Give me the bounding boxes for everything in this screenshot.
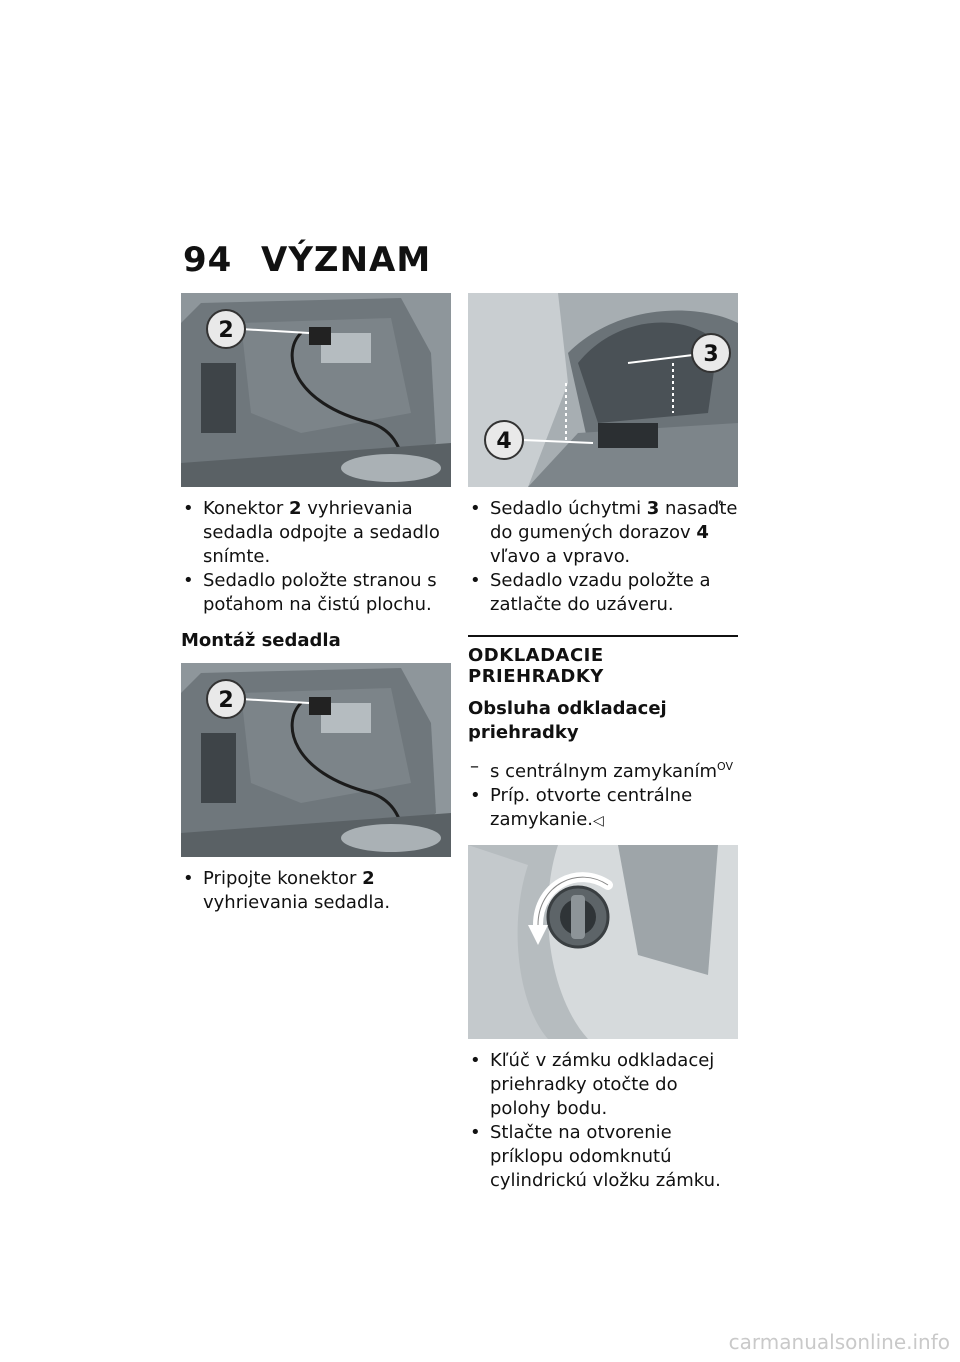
list-item: • Sedadlo vzadu položte a zatlačte do uzáveru.: [468, 569, 738, 617]
storage-lock-photo: [468, 845, 738, 1039]
page-title: VÝZNAM: [261, 240, 432, 280]
section-title: ODKLADACIE PRIEHRADKY: [468, 645, 604, 687]
watermark: carmanualsonline.info: [728, 1330, 950, 1354]
callout-2: 2: [218, 318, 234, 343]
list-item: • Kľúč v zámku odkladacej priehradky otočte do polohy bodu.: [468, 1049, 738, 1121]
list-item: • Sedadlo úchytmi 3 nasaďte do gumených dorazov 4 vľavo a vpravo.: [468, 497, 738, 569]
install-steps: [181, 867, 451, 915]
seat-connector-photo-install: [181, 663, 451, 857]
right-column: [468, 293, 738, 1193]
page-number: 94: [183, 240, 233, 280]
subheading-seat-install: Montáž sedadla: [181, 630, 341, 651]
seat-mount-photo: [468, 293, 738, 487]
callout-3: 3: [703, 342, 719, 367]
list-item: • Príp. otvorte centrálne zamykanie.◁: [468, 784, 738, 833]
unlock-steps: [468, 784, 738, 833]
subheading-storage: Obsluha odkladacej priehradky: [468, 698, 667, 743]
callout-4: 4: [496, 429, 512, 454]
seat-mount-steps: [468, 497, 738, 617]
list-item: – s centrálnym zamykaním$^{OV}$: [468, 755, 738, 784]
list-item: • Pripojte konektor 2 vyhrievania sedadla.: [181, 867, 451, 915]
page-header: [183, 240, 431, 280]
left-column: [181, 293, 451, 915]
open-storage-steps: [468, 1049, 738, 1193]
end-mark-icon: ◁: [593, 813, 604, 829]
seat-connector-photo-removal: [181, 293, 451, 487]
list-item: • Konektor 2 vyhrievania sedadla odpojte a sedadlo snímte.: [181, 497, 451, 569]
removal-steps: [181, 497, 451, 617]
list-item: • Sedadlo položte stranou s poťahom na čistú plochu.: [181, 569, 451, 617]
condition-list: [468, 755, 738, 784]
callout-2: 2: [218, 688, 234, 713]
list-item: • Stlačte na otvorenie príklopu odomknutú cylindrickú vložku zámku.: [468, 1121, 738, 1193]
section-divider: [468, 635, 738, 637]
